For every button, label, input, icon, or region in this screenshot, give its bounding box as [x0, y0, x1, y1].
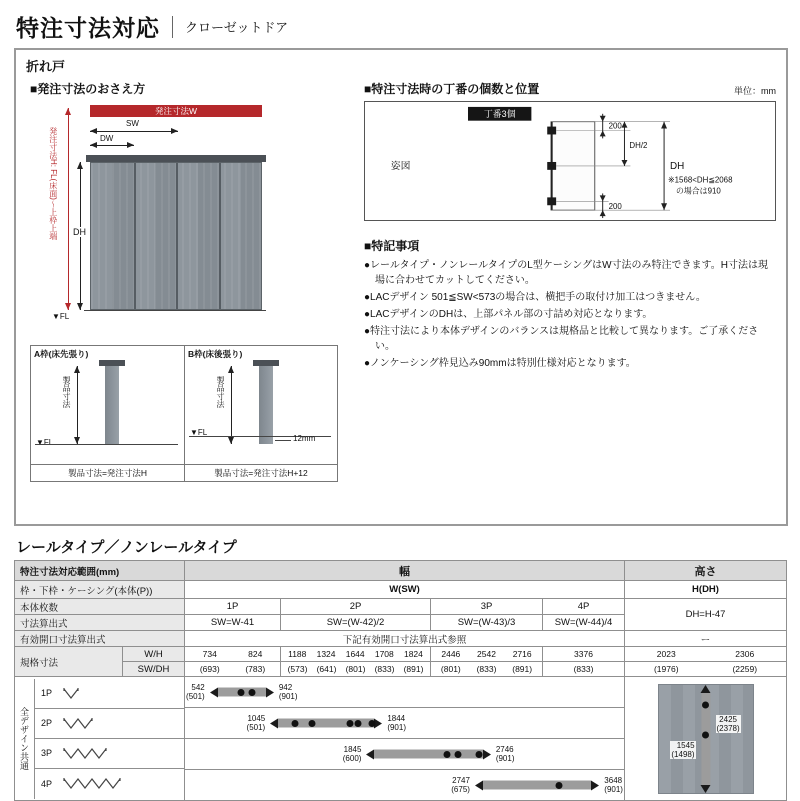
standard-size-dot — [443, 751, 450, 758]
range-min-label: 2747 (675) — [451, 775, 470, 794]
frame-a-floor-line — [35, 444, 178, 445]
dim-dw-label: DW — [100, 134, 114, 143]
notes-title: ■特記事項 — [364, 239, 420, 253]
note-item: ●ノンケーシング枠見込み90mmは特別仕様対応となります。 — [364, 358, 636, 369]
swdh-3p — [431, 662, 543, 677]
range-max-label: 2746 (901) — [495, 744, 515, 763]
formula-row-label: 寸法算出式 — [15, 615, 185, 631]
gap-leader-line — [275, 440, 291, 441]
range-max-label: 942 (901) — [278, 682, 298, 701]
hinge-bottom-icon — [547, 197, 556, 205]
range-bar-4p — [483, 781, 591, 790]
arrow-left-icon — [366, 749, 374, 759]
width-header: 幅 — [185, 561, 625, 581]
hinge-count-label: 丁番3個 — [483, 109, 516, 120]
swdh-value: (891) — [512, 664, 533, 674]
arrow-right-icon — [374, 718, 382, 728]
door-type-label: 折れ戸 — [26, 59, 66, 74]
frame-a-dim-label: 製品寸法 — [62, 376, 71, 408]
standard-size-dot — [292, 720, 299, 727]
standard-size-dot — [702, 701, 709, 708]
height-header: 高さ — [625, 561, 787, 581]
dim-200-top: 200 — [608, 121, 622, 131]
swdh-label: SW/DH — [123, 662, 185, 677]
standard-size-dot — [555, 782, 562, 789]
folding-door-icon-1p — [63, 688, 79, 699]
dim-dw-line — [90, 145, 134, 146]
wh-value: 2306 — [735, 649, 755, 659]
standard-label: 規格寸法 — [15, 647, 123, 677]
wh-value: 1824 — [403, 649, 423, 659]
panel-4p: 4P — [543, 599, 625, 615]
panel-2p: 2P — [281, 599, 431, 615]
range-max-label: 3648 (901) — [604, 775, 623, 794]
height-max-label: 2425 (2378) — [716, 714, 740, 733]
panel-separator — [134, 163, 136, 309]
swdh-value: (801) — [345, 664, 366, 674]
floor-line — [84, 310, 266, 311]
arrow-right-icon — [483, 749, 491, 759]
swdh-value: (801) — [440, 664, 461, 674]
range-min-label: 542 (501) — [186, 682, 205, 701]
frame-b-dim-label: 製品寸法 — [216, 376, 225, 408]
frame-a-fl-marker: ▼FL — [36, 438, 54, 447]
arrow-right-icon — [266, 687, 274, 697]
note-item: ●特注寸法により本体デザインのバランスは規格品と比較して異なります。ご了承ください。 — [364, 326, 759, 352]
frame-b-panel — [259, 366, 273, 444]
frame-row-label: 枠・下枠・ケーシング(本体(P)) — [15, 581, 185, 599]
arrow-down-icon — [701, 785, 711, 793]
panel-row-4p: 4P — [35, 769, 184, 799]
arrow-left-icon — [475, 780, 483, 790]
folding-door-icon-2p — [63, 718, 93, 729]
swdh-h — [625, 662, 787, 677]
standard-size-dot — [308, 720, 315, 727]
range-max-label: 1844 (901) — [387, 713, 406, 732]
range-bar-cell-2p — [185, 708, 625, 739]
opening-height: ー — [625, 631, 787, 647]
frame-b-dim-line — [231, 366, 232, 444]
standard-size-dot — [368, 720, 375, 727]
wh-label: W/H — [123, 647, 185, 662]
formula-4p: SW=(W-44)/4 — [543, 615, 625, 631]
dim-dh-label: DH — [73, 227, 86, 237]
frame-a-dim-line — [77, 366, 78, 444]
height-range-figure — [625, 679, 786, 799]
wh-value: 734 — [202, 649, 217, 659]
panel-count-label: 本体枚数 — [15, 599, 185, 615]
folding-door-panel — [14, 48, 788, 526]
note-item: ●レールタイプ・ノンレールタイプのL型ケーシングはW寸法のみ特注できます。H寸法は現場に合わせてカットしてください。 — [364, 260, 768, 286]
formula-2p: SW=(W-42)/2 — [281, 615, 431, 631]
formula-3p: SW=(W-43)/3 — [431, 615, 543, 631]
swdh-value: (573) — [287, 664, 308, 674]
panel-separator — [176, 163, 178, 309]
range-bar-cell-3p — [185, 739, 625, 770]
range-bar-3p — [374, 750, 482, 759]
dim-order-width-label: 発注寸法W — [154, 106, 198, 116]
frame-a-panel — [105, 366, 119, 444]
panel-row-3p: 3P — [35, 739, 184, 769]
wh-value: 1188 — [288, 649, 307, 659]
wh-h — [625, 647, 787, 662]
swdh-value: (833) — [476, 664, 497, 674]
standard-size-dot — [455, 751, 462, 758]
wh-value: 1644 — [345, 649, 365, 659]
arrow-right-icon — [591, 780, 599, 790]
dimension-range-table — [14, 560, 787, 801]
design-common-cell — [15, 677, 185, 801]
range-header: 特注寸法対応範囲(mm) — [15, 561, 185, 581]
swdh-value: (783) — [245, 664, 266, 674]
order-section-title: ■発注寸法のおさえ方 — [30, 82, 146, 96]
hinge-note-line1: ※1568<DH≦2068 — [668, 175, 733, 185]
swdh-value: (693) — [199, 664, 220, 674]
title-divider — [172, 16, 173, 38]
wh-value: 1708 — [374, 649, 394, 659]
panel-row-labels — [35, 679, 184, 799]
panel-3p: 3P — [431, 599, 543, 615]
wh-value: 3376 — [574, 649, 593, 659]
wh-value: 2023 — [656, 649, 676, 659]
panel-row-2p: 2P — [35, 709, 184, 739]
frame-types-diagram — [30, 345, 338, 482]
wh-value: 2446 — [441, 649, 461, 659]
dim-order-height-label: 発注寸法H: FL(床面)～上枠上端 — [48, 127, 58, 240]
page-header — [0, 0, 800, 43]
swdh-4p — [543, 662, 625, 677]
dim-order-width-bar — [90, 105, 262, 117]
wh-1p — [185, 647, 281, 662]
panel-separator — [219, 163, 221, 309]
frame-b-fl-marker: ▼FL — [190, 428, 208, 437]
swdh-value: (641) — [316, 664, 337, 674]
opening-row-label: 有効開口寸法算出式 — [15, 631, 185, 647]
dim-order-height-line — [68, 108, 69, 310]
wh-3p — [431, 647, 543, 662]
gap-12mm-label: 12mm — [293, 434, 316, 443]
standard-size-dot — [347, 720, 354, 727]
standard-size-dot — [237, 689, 244, 696]
dim-dh-total: DH — [670, 160, 685, 172]
frame-b-formula: 製品寸法=発注寸法H+12 — [184, 464, 337, 481]
height-range-cell — [625, 677, 787, 801]
formula-1p: SW=W-41 — [185, 615, 281, 631]
swdh-value: (891) — [403, 664, 424, 674]
door-panels-image — [90, 162, 262, 310]
range-bar-cell-4p — [185, 770, 625, 801]
standard-size-dot — [248, 689, 255, 696]
frame-a-title: A枠(床先張り) — [34, 349, 89, 359]
standard-size-dot — [354, 720, 361, 727]
range-min-label: 1045 (501) — [246, 713, 266, 732]
folding-door-icon-4p — [63, 778, 121, 789]
wh-4p — [543, 647, 625, 662]
order-dimension-section — [30, 80, 358, 482]
notes-list — [364, 258, 776, 371]
swdh-value: (2259) — [732, 664, 758, 674]
rail-type-heading: レールタイプ／ノンレールタイプ — [16, 539, 237, 556]
hdh-label: H(DH) — [625, 581, 787, 599]
hinge-section — [364, 80, 776, 373]
hinge-note-line2: の場合は910 — [675, 186, 721, 196]
hinge-top-icon — [547, 127, 556, 135]
dim-sw-label: SW — [126, 119, 139, 128]
swdh-value: (833) — [374, 664, 395, 674]
figure-label: 姿図 — [390, 160, 411, 172]
note-item: ●LACデザイン 501≦SW<573の場合は、横把手の取付け加工はつきません。 — [364, 292, 706, 303]
height-min-label: 1545 (1498) — [671, 740, 695, 760]
swdh-1p — [185, 662, 281, 677]
arrow-left-icon — [270, 718, 278, 728]
dim-dh-half: DH/2 — [629, 141, 648, 151]
page-title: 特注寸法対応 — [16, 15, 160, 41]
frame-b-figure — [184, 346, 337, 464]
range-bar-2p — [278, 719, 374, 728]
note-item: ●LACデザインのDHは、上部パネル部の寸詰め対応となります。 — [364, 309, 653, 320]
dim-200-bottom: 200 — [608, 202, 622, 212]
arrow-left-icon — [210, 687, 218, 697]
frame-b-title: B枠(床後張り) — [188, 349, 243, 359]
swdh-value: (1976) — [653, 664, 679, 674]
frame-a-figure — [31, 346, 184, 464]
range-min-label: 1845 (600) — [342, 744, 362, 763]
standard-size-dot — [476, 751, 483, 758]
swdh-value: (833) — [573, 664, 594, 674]
wh-2p — [281, 647, 431, 662]
wh-value: 1324 — [316, 649, 336, 659]
wh-value: 2542 — [477, 649, 496, 659]
wh-value: 2716 — [512, 649, 532, 659]
range-bar-1p — [218, 688, 266, 697]
fl-marker: ▼FL — [52, 312, 70, 321]
order-dimension-diagram — [44, 105, 316, 331]
hinge-position-diagram — [365, 102, 775, 220]
panel-1p: 1P — [185, 599, 281, 615]
swdh-2p — [281, 662, 431, 677]
door-top-frame — [86, 155, 266, 162]
dim-sw-line — [90, 131, 178, 132]
page-subtitle: クローゼットドア — [185, 20, 289, 35]
hinge-diagram-box — [364, 101, 776, 221]
hinge-middle-icon — [547, 162, 556, 170]
standard-size-dot — [702, 731, 709, 738]
folding-door-icon-3p — [63, 748, 107, 759]
height-range-bar — [701, 693, 710, 785]
frame-a-formula: 製品寸法=発注寸法H — [31, 464, 184, 481]
opening-value: 下記有効開口寸法算出式参照 — [185, 631, 625, 647]
range-bar-cell-1p — [185, 677, 625, 708]
wh-value: 824 — [248, 649, 263, 659]
unit-label: 単位：mm — [734, 86, 776, 96]
height-formula: DH=H-47 — [625, 599, 787, 631]
wsw-label: W(SW) — [185, 581, 625, 599]
arrow-up-icon — [701, 685, 711, 693]
panel-row-1p: 1P — [35, 679, 184, 709]
all-design-common-label: 全デザイン共通 — [15, 679, 35, 799]
hinge-section-title: ■特注寸法時の丁番の個数と位置 — [364, 82, 540, 96]
special-notes — [364, 237, 776, 371]
